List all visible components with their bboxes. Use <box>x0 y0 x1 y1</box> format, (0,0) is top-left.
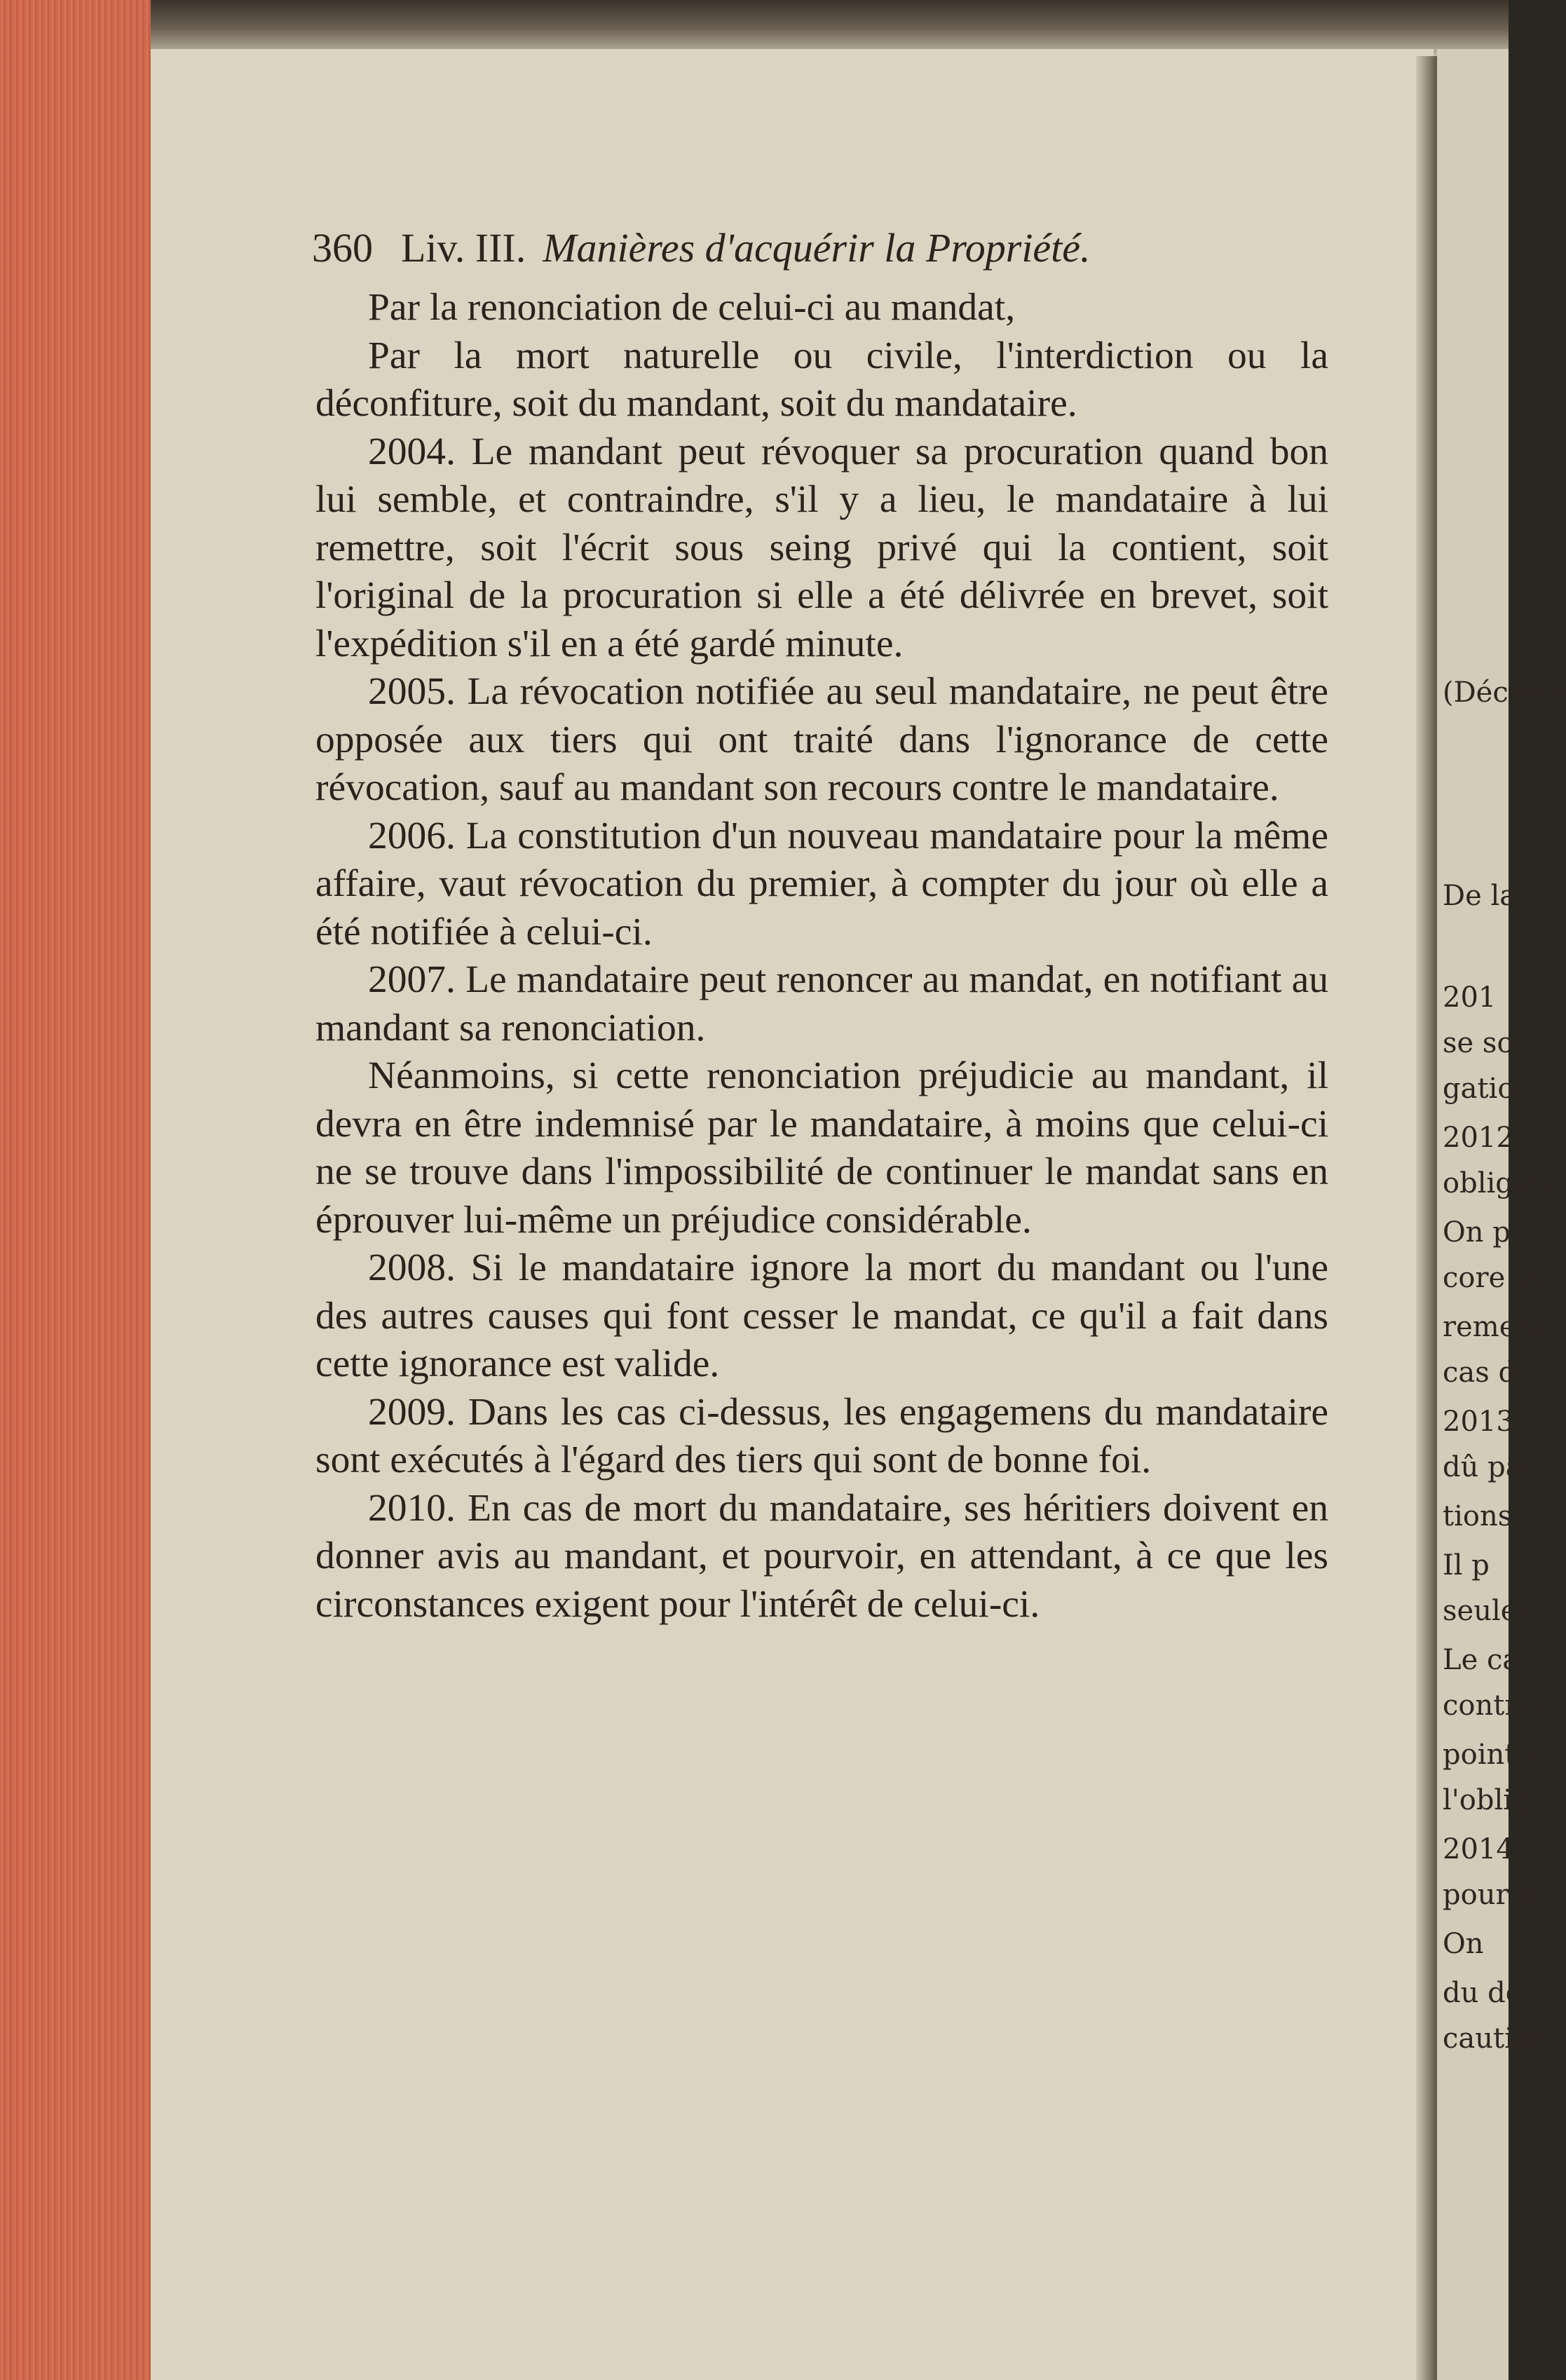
facing-fragment: De la <box>1443 880 1517 912</box>
facing-fragment: gation <box>1443 1073 1533 1105</box>
facing-fragment: On <box>1443 1928 1484 1960</box>
article-2008: 2008. Si le mandataire ignore la mort du mandant ou l'une des autres causes qui font cesser le mandat, ce qu'il a fait dans cette ignorance est valide. <box>315 1246 1328 1385</box>
book-page-edges <box>0 0 151 2380</box>
facing-fragment: dû par <box>1443 1451 1536 1483</box>
page-number: 360 <box>312 225 373 271</box>
article-2010: 2010. En cas de mort du mandataire, ses héritiers doivent en donner avis au mandant, et pourvoir, en attendant, à ce que les circonstances exigent pour l'intérêt de celui-ci. <box>315 1486 1328 1626</box>
facing-fragment: obligati <box>1443 1167 1551 1199</box>
body-text <box>315 284 1328 1628</box>
facing-fragment: seulem <box>1443 1595 1544 1627</box>
facing-fragment: cas de <box>1443 1356 1533 1389</box>
facing-fragment: se sou <box>1443 1027 1532 1059</box>
facing-fragment: caution <box>1443 2022 1548 2055</box>
running-head <box>312 224 1293 273</box>
facing-page-strip <box>1437 49 1566 2380</box>
book-label: Liv. III. <box>401 225 526 271</box>
paragraph: Néanmoins, si cette renonciation préjudicie au mandant, il devra en être indemnisé par le mandataire, à moins que celui-ci ne se trouve dans l'impossibilité de continuer le mandat sans en éprouver lui-même un préjudice considérable. <box>315 1054 1328 1242</box>
facing-fragment: 2014 <box>1443 1833 1514 1865</box>
facing-fragment: On p <box>1443 1216 1511 1249</box>
facing-fragment: du déb <box>1443 1977 1540 2009</box>
book-gutter <box>1416 56 1437 2380</box>
facing-fragment: point n <box>1443 1739 1543 1771</box>
article-2006: 2006. La constitution d'un nouveau mandataire pour la même affaire, vaut révocation du premier, à compter du jour où elle a été notifiée à celui-ci. <box>315 814 1328 953</box>
facing-fragment: (Décrété <box>1443 676 1566 709</box>
facing-fragment: tions p <box>1443 1500 1539 1532</box>
paragraph: Par la renonciation de celui-ci au mandat, <box>368 286 1016 329</box>
facing-fragment: core qu <box>1443 1262 1551 1294</box>
article-2007: 2007. Le mandataire peut renoncer au mandat, en notifiant au mandant sa renonciation. <box>315 958 1328 1049</box>
facing-fragment: rement <box>1443 1311 1546 1343</box>
facing-fragment: Il p <box>1443 1549 1490 1582</box>
facing-fragment: 2012 <box>1443 1122 1514 1154</box>
article-2005: 2005. La révocation notifiée au seul mandataire, ne peut être opposée aux tiers qui ont traité dans l'ignorance de cette révocation, sauf au mandant son recours contre le mandataire. <box>315 670 1328 809</box>
facing-fragment: contrac <box>1443 1689 1551 1722</box>
facing-fragment: pour le <box>1443 1879 1544 1911</box>
chapter-title: Manières d'acquérir la Propriété. <box>543 225 1091 271</box>
facing-fragment: Le ca <box>1443 1644 1520 1676</box>
facing-fragment: 2013 <box>1443 1406 1514 1438</box>
article-2009: 2009. Dans les cas ci-dessus, les engagemens du mandataire sont exécutés à l'égard des tiers qui sont de bonne foi. <box>315 1390 1328 1481</box>
paragraph: Par la mort naturelle ou civile, l'interdiction ou la déconfiture, soit du mandant, soit du mandataire. <box>315 334 1328 425</box>
facing-fragment: 201 <box>1443 981 1497 1014</box>
article-2004: 2004. Le mandant peut révoquer sa procuration quand bon lui semble, et contraindre, s'il y a lieu, le mandataire à lui remettre, soit l'écrit sous seing privé qui la contient, soit l'original de la procuration si elle a été délivrée en brevet, soit l'expédition s'il en a été gardé minute. <box>315 430 1328 665</box>
facing-fragment: l'oblig <box>1443 1784 1530 1816</box>
